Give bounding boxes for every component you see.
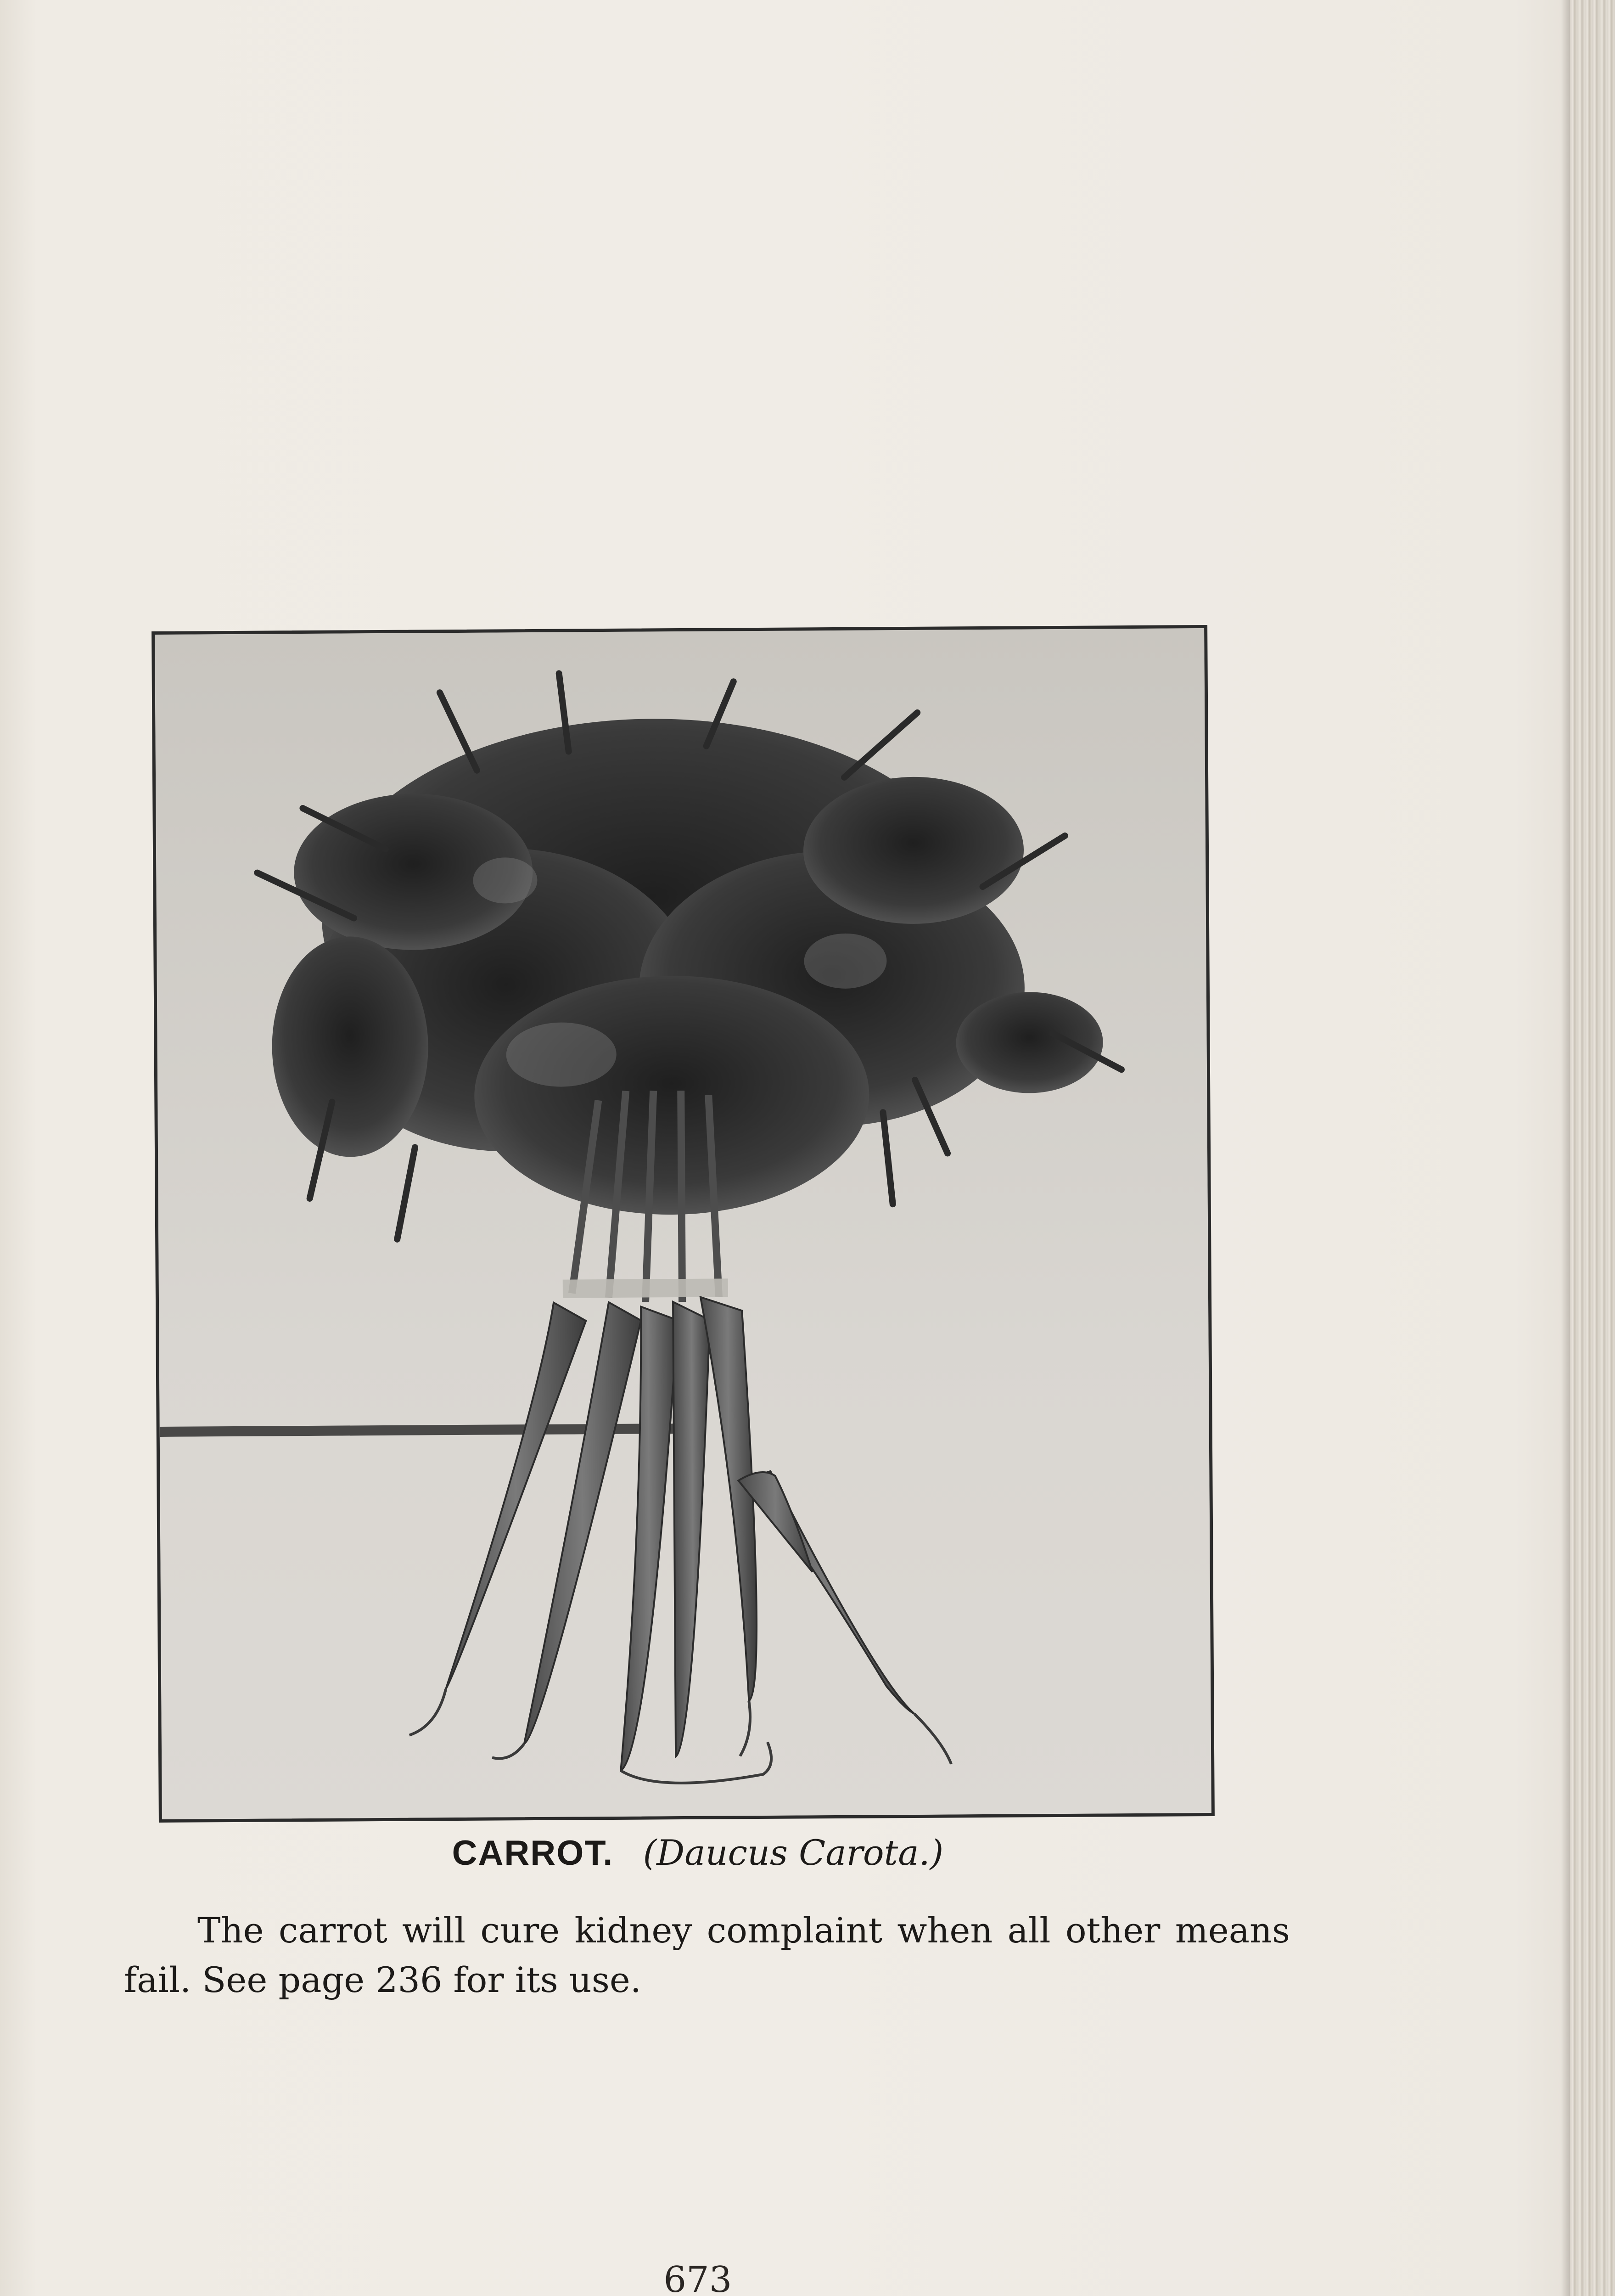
body-line-2: fail. See page 236 for its use. (124, 1959, 641, 2000)
carrot-photograph (151, 625, 1215, 1823)
caption-title: CARROT. (452, 1834, 614, 1873)
page-stack-edge (1570, 0, 1615, 2296)
body-paragraph (124, 1906, 1290, 2005)
figure-caption (0, 1832, 1396, 1873)
page-number: 673 (663, 2259, 732, 2296)
carrot-bunch-illustration (155, 628, 1211, 1819)
caption-latin-name: (Daucus Carota.) (643, 1832, 944, 1873)
body-line-1: The carrot will cure kidney complaint when all other means (197, 1910, 1290, 1951)
